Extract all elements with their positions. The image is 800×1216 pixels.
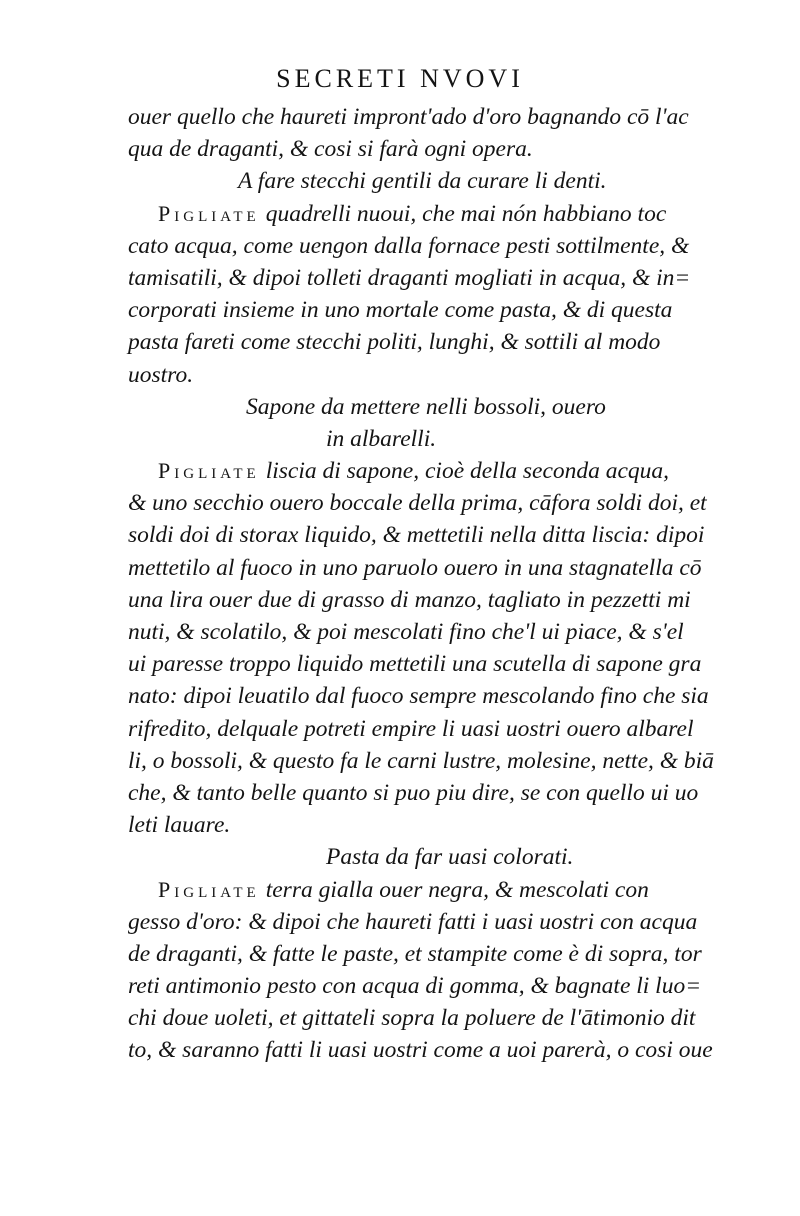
text-line: nuti, & scolatilo, & poi mescolati fino che'l ui piace, & s'el (128, 619, 684, 645)
text-line: una lira ouer due di grasso di manzo, tagliato in pezzetti mi (128, 586, 691, 613)
lead-word: Pigliate (158, 458, 260, 484)
text-line: ouer quello che haureti impront'ado d'oro bagnando cō l'ac (128, 104, 689, 130)
text-line: soldi doi di storax liquido, & mettetili nella ditta liscia: dipoi (128, 522, 705, 549)
text-block (128, 101, 718, 1067)
text-line: cato acqua, come uengon dalla fornace pesti sottilmente, & (128, 232, 690, 259)
text-line: liscia di sapone, cioè della seconda acqua, (265, 458, 670, 485)
text-line: terra gialla ouer negra, & mescolati con (265, 876, 649, 903)
text-line: reti antimonio pesto con acqua di gomma, & bagnate li luo= (128, 973, 702, 1000)
lead-word: Pigliate (158, 876, 260, 902)
text-line: li, o bossoli, & questo fa le carni lustre, molesine, nette, & biā (128, 747, 714, 774)
section-heading: Pasta da far uasi colorati. (326, 844, 574, 871)
text-line: nato: dipoi leuatilo dal fuoco sempre mescolando fino che sia (128, 683, 709, 710)
section-heading: in albarelli. (326, 425, 437, 452)
section-heading: Sapone da mettere nelli bossoli, ouero (246, 393, 606, 420)
paragraph-first-line (128, 874, 718, 906)
text-line: ui paresse troppo liquido mettetili una scutella di sapone gra (128, 651, 702, 678)
text-line: pasta fareti come stecchi politi, lunghi, & sottili al modo (128, 329, 661, 356)
text-line: gesso d'oro: & dipoi che haureti fatti i uasi uostri con acqua (128, 908, 698, 935)
lead-word: Pigliate (158, 200, 260, 226)
text-line: chi doue uoleti, et gittateli sopra la poluere de l'ātimonio dit (128, 1005, 696, 1032)
text-line: de draganti, & fatte le paste, et stampite come è di sopra, tor (128, 940, 702, 967)
paragraph-first-line (128, 455, 718, 487)
paragraph-first-line (128, 198, 718, 230)
text-line: mettetilo al fuoco in uno paruolo ouero in una stagnatella cō (128, 554, 702, 581)
section-heading: A fare stecchi gentili da curare li denti. (238, 168, 607, 195)
text-line: & uno secchio ouero boccale della prima, cāfora soldi doi, et (128, 490, 707, 517)
running-head: SECRETI NVOVI (276, 64, 524, 93)
text-line: che, & tanto belle quanto si puo piu dire, se con quello ui uo (128, 779, 699, 806)
text-line: uostro. (128, 361, 194, 388)
text-line: leti lauare. (128, 812, 231, 839)
text-line: qua de draganti, & cosi si farà ogni opera. (128, 136, 533, 163)
text-line: tamisatili, & dipoi tolleti draganti mogliati in acqua, & in= (128, 264, 691, 291)
text-line: quadrelli nuoui, che mai nón habbiano toc (265, 200, 667, 227)
text-line: rifredito, delquale potreti empire li uasi uostri ouero albarel (128, 715, 694, 742)
text-line: corporati insieme in uno mortale come pasta, & di questa (128, 297, 673, 324)
text-line: to, & saranno fatti li uasi uostri come a uoi parerà, o cosi oue (128, 1037, 713, 1064)
